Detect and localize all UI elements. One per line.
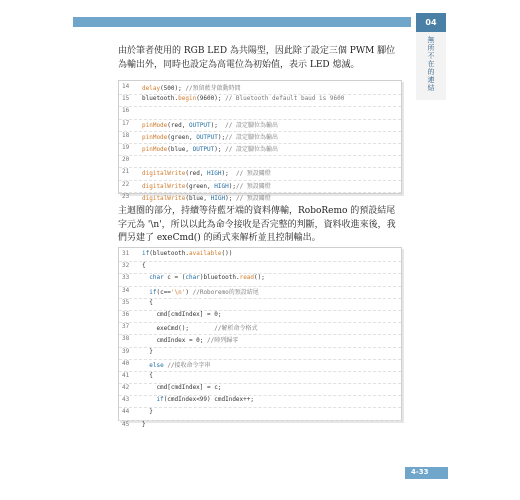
code-text [142,408,153,415]
code-line [119,155,401,167]
code-token: { [142,371,153,379]
code-token: HIGH [207,170,222,178]
code-token: { [142,298,153,306]
code-token: // 設定腳位為輸出 [225,121,278,129]
code-token: (green, [167,133,197,141]
line-number: 16 [122,107,130,115]
code-token: pinMode [142,121,168,129]
code-line [119,167,401,179]
line-number: 35 [122,298,130,306]
code-token: bluetooth. [142,95,179,103]
line-number: 38 [122,335,130,343]
code-text [142,299,153,306]
code-token: //預留藍芽啟動時間 [185,85,241,92]
code-line [119,94,401,106]
code-token: // 設定腳位為輸出 [225,133,278,141]
code-token: OUTPUT [188,121,211,129]
code-token: (); [254,274,265,282]
line-number: 19 [122,143,130,151]
code-text [142,168,271,177]
code-token [142,396,156,403]
code-token: ); [225,194,236,202]
line-number: 22 [122,180,130,188]
code-text [142,323,257,332]
code-text [142,396,254,403]
code-token: HIGH [210,194,226,202]
code-token: cmd[cmdIndex] = 0; [142,310,222,318]
code-token: (bluetooth. [149,250,189,257]
code-line [119,261,401,273]
code-token: delay [142,85,161,92]
code-token: else [149,361,164,369]
code-token: ); [228,182,236,190]
code-token: ); [210,121,226,129]
code-text [142,83,241,92]
code-line [119,192,401,204]
code-line [119,347,401,359]
code-text [142,348,153,355]
code-token: ); [217,133,226,141]
line-number: 43 [122,396,130,404]
line-number: 39 [122,347,130,355]
code-text [142,262,146,269]
line-number: 42 [122,384,130,392]
code-text [142,120,278,129]
paragraph-intro: 由於筆者使用的 RGB LED 為共陽型，因此除了設定三個 PWM 腳位為輸出外，同時也設定為高電位為初始值，表示 LED 熄滅。 [118,46,396,70]
code-line [119,371,401,383]
code-token: } [142,420,146,428]
code-token: OUTPUT [192,145,215,153]
code-block-setup [118,80,402,202]
code-line [119,83,401,94]
code-token: HIGH [214,182,229,190]
code-line [119,322,401,334]
code-token: } [142,347,153,355]
header-bar [73,17,411,27]
code-token: (500); [160,85,186,92]
code-token: { [142,262,146,270]
code-line [119,250,401,261]
code-line [119,334,401,346]
code-token: ); [221,170,236,178]
code-token: available [188,250,222,257]
line-number: 40 [122,359,130,367]
code-token: (9600); [196,95,226,103]
code-line [119,131,401,143]
line-number: 18 [122,131,130,139]
code-line [119,420,401,432]
line-number: 32 [122,262,130,270]
line-number: 15 [122,95,130,103]
code-text [142,132,278,141]
code-token: char [149,274,164,282]
code-token: digitalWrite [142,170,186,178]
code-text [142,372,153,379]
code-token: //Roboremo的預設結尾 [192,288,259,296]
code-token: //陣列歸零 [207,337,239,345]
code-text [142,144,278,153]
side-chapter-title: 無所不在的連結 [427,36,435,92]
code-line [119,407,401,419]
line-number: 31 [122,250,130,257]
line-number: 20 [122,156,130,164]
code-token: // 設定腳位為輸出 [225,145,278,153]
code-token: c = ( [163,274,186,282]
code-block-loop [118,247,402,428]
line-number: 23 [122,192,130,200]
code-token: cmdIndex = 0; [142,337,208,345]
line-number: 41 [122,371,130,379]
code-token: digitalWrite [142,182,186,190]
code-token: //解析命令格式 [214,325,258,333]
line-number: 44 [122,408,130,416]
code-line [119,310,401,322]
line-number: 34 [122,286,130,294]
code-text [142,193,271,202]
code-text [142,384,221,391]
code-token: )bluetooth. [199,274,240,282]
code-token: (red, [185,170,208,178]
code-line [119,106,401,118]
code-token: // Bluetooth default baud is 9600 [225,95,345,103]
line-number: 21 [122,168,130,176]
code-token: exeCmd(); [142,325,215,333]
code-line [119,143,401,155]
line-number: 33 [122,274,130,282]
code-token: //接收命令字串 [167,361,211,369]
code-text [142,287,259,296]
line-number: 37 [122,323,130,331]
line-number: 36 [122,310,130,318]
code-token: // 預設關燈 [235,194,271,202]
code-token: (c== [156,288,171,296]
code-text [142,274,265,281]
code-token: (cmdIndex<99) cmdIndex++; [163,396,254,404]
code-token: digitalWrite [142,194,186,202]
code-line [119,395,401,407]
code-text [142,421,146,428]
code-token: cmd[cmdIndex] = c; [142,384,222,392]
code-line [119,273,401,285]
line-number: 45 [122,420,130,428]
code-text [142,250,232,257]
code-text [142,95,344,102]
code-token: ()) [221,250,233,257]
code-text [142,181,271,190]
code-token: OUTPUT [196,133,218,141]
code-line [119,383,401,395]
code-token: // 預設關燈 [235,182,271,190]
code-token: (blue, [185,194,211,202]
code-text [142,335,238,344]
code-text [142,311,221,318]
code-line [119,180,401,192]
code-token: (green, [185,182,215,190]
code-line [119,298,401,310]
chapter-badge: 04 [416,13,446,32]
code-line [119,119,401,131]
code-token: ) [185,288,193,296]
line-number: 14 [122,83,130,90]
page-number: 4-33 [411,468,429,476]
code-token: pinMode [142,145,168,153]
paragraph-main-loop: 主迴圈的部分，持續等待藍牙端的資料傳輸，RoboRemo 的預設結尾字元為 '\n'，所以以此為命令接收是否完整的判斷，資料收進來後，我們另建了 exeCmd() 的函式來解析並且控制輸出。 [118,206,396,243]
code-line [119,286,401,298]
code-token: '\n' [170,288,186,296]
code-token: (red, [167,121,189,129]
code-token: char [185,274,200,282]
code-token: pinMode [142,133,168,141]
code-token: if [149,288,157,296]
line-number: 17 [122,119,130,127]
code-token: if [142,250,150,257]
code-token: ); [214,145,226,153]
code-token: } [142,408,153,416]
code-token: begin [178,95,197,103]
code-token: read [239,274,255,282]
code-token: (blue, [167,145,193,153]
code-token: if [156,396,164,404]
code-token: // 預設關燈 [235,170,271,178]
code-line [119,359,401,371]
code-text [142,360,211,369]
